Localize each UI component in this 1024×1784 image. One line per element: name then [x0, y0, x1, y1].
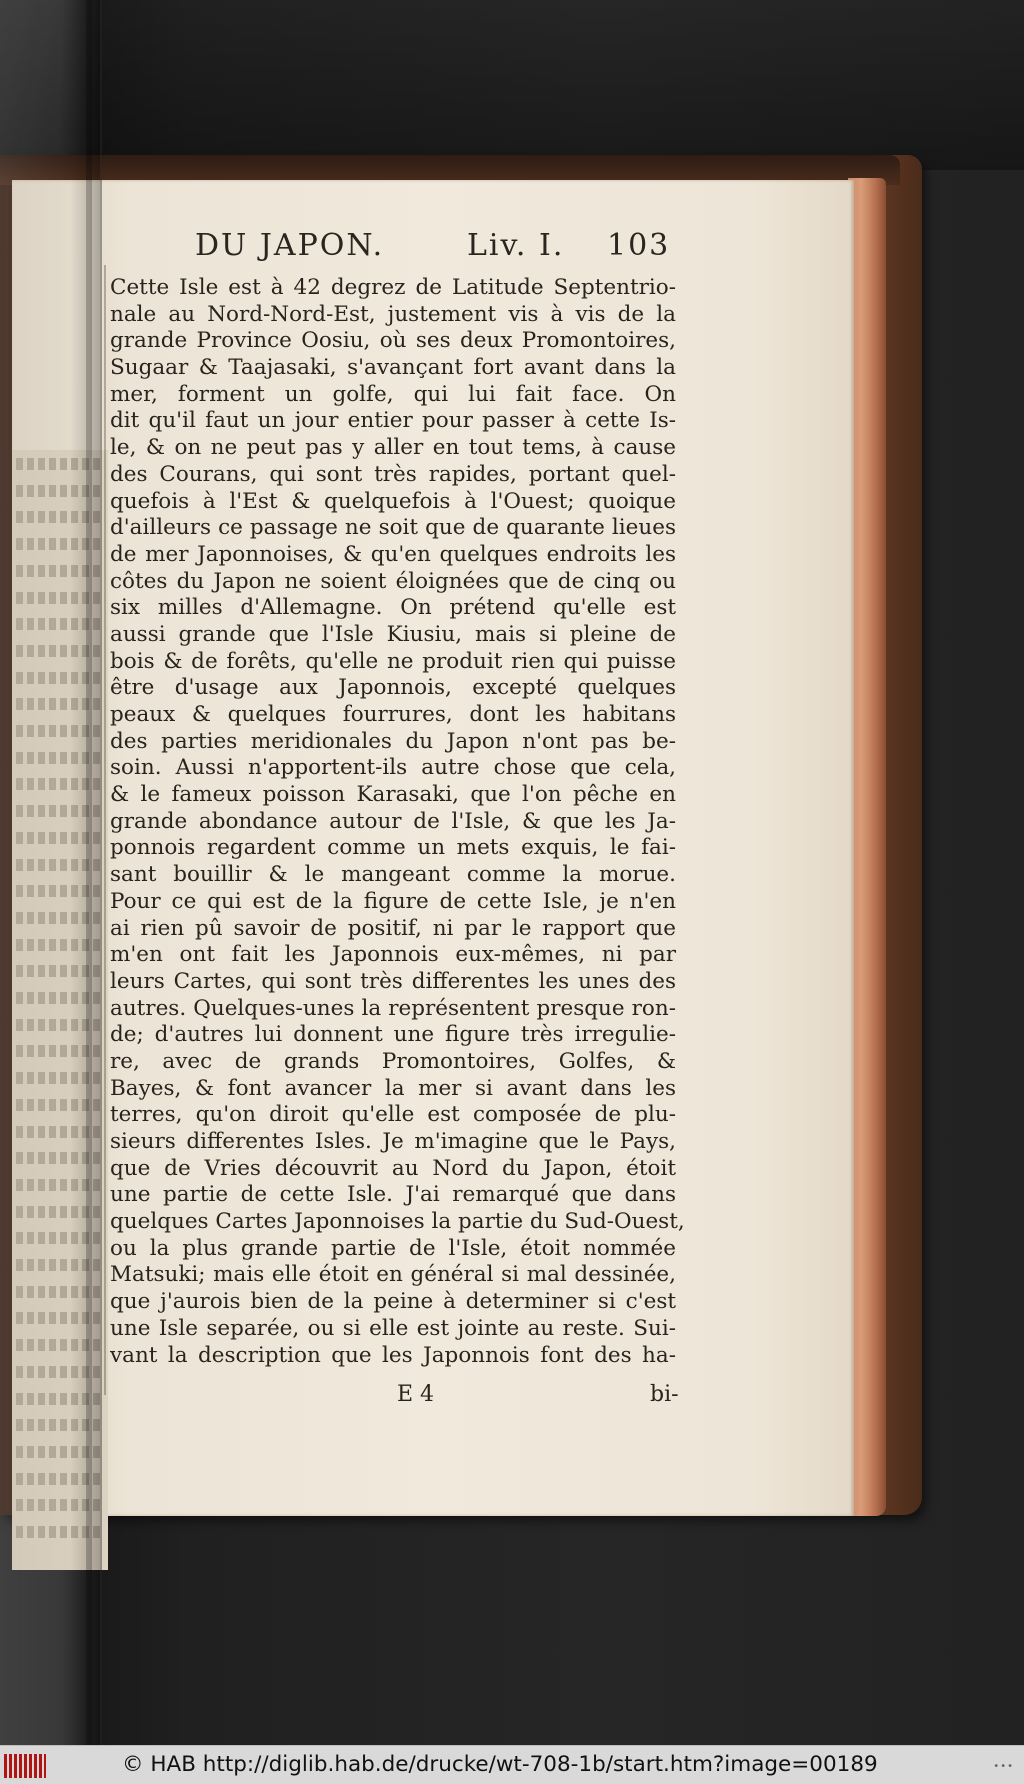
- text-line: sant bouillir & le mangeant comme la morue.: [110, 862, 676, 888]
- text-line: de mer Japonnoises, & qu'en quelques endroits les: [110, 541, 676, 567]
- dots-icon[interactable]: •••: [993, 1761, 1014, 1772]
- text-line: ai rien pû savoir de positif, ni par le rapport que: [110, 915, 676, 941]
- text-line: quelques Cartes Japonnoises la partie du Sud-Ouest,: [110, 1209, 685, 1235]
- signature-mark: E 4: [397, 1382, 435, 1407]
- running-head-title: DU JAPON.: [195, 228, 385, 263]
- running-head: [195, 228, 671, 268]
- text-line: peaux & quelques fourrures, dont les habitans: [110, 702, 676, 727]
- text-line: une Isle separée, ou si elle est jointe au reste. Sui-: [110, 1315, 676, 1341]
- text-line: dit qu'il faut un jour entier pour passer à cette Is-: [110, 408, 676, 434]
- text-line: côtes du Japon ne soient éloignées que de cinq ou: [110, 568, 676, 594]
- text-line: m'en ont fait les Japonnois eux-mêmes, ni par: [110, 942, 676, 968]
- text-line: & le fameux poisson Karasaki, que l'on pêche en: [110, 782, 676, 808]
- text-line: sieurs differentes Isles. Je m'imagine que le Pays,: [110, 1129, 676, 1154]
- text-line: grande Province Oosiu, où ses deux Promontoires,: [110, 328, 676, 354]
- body-text: [110, 275, 685, 1369]
- text-line: mer, forment un golfe, qui lui fait face. On: [110, 381, 676, 407]
- page-clamp-edge: [86, 0, 92, 1745]
- text-line: des parties meridionales du Japon n'ont pas be-: [110, 728, 676, 754]
- text-line: le, & on ne peut pas y aller en tout tems, à cause: [110, 435, 676, 461]
- gutter-rule: [104, 265, 106, 1395]
- hab-barcode-logo-icon: [4, 1754, 46, 1778]
- text-line: être d'usage aux Japonnois, excepté quelques: [110, 675, 676, 701]
- backdrop-shadow: [0, 0, 1024, 170]
- text-line: aussi grande que l'Isle Kiusiu, mais si pleine de: [110, 621, 676, 647]
- text-line: Matsuki; mais elle étoit en général si mal dessinée,: [110, 1262, 676, 1288]
- text-line: Bayes, & font avancer la mer si avant dans les: [110, 1075, 676, 1101]
- text-line: grande abondance autour de l'Isle, & que les Ja-: [110, 808, 676, 834]
- text-line: re, avec de grands Promontoires, Golfes, &: [110, 1048, 676, 1074]
- text-line: que de Vries découvrit au Nord du Japon, étoit: [110, 1155, 676, 1181]
- text-line: ou la plus grande partie de l'Isle, étoit nommée: [110, 1235, 676, 1261]
- text-line: terres, qu'on diroit qu'elle est composée de plu-: [110, 1102, 676, 1128]
- footer-bar: [0, 1745, 1024, 1784]
- text-line: soin. Aussi n'apportent-ils autre chose que cela,: [110, 755, 676, 781]
- text-line: ponnois regardent comme un mets exquis, le fai-: [110, 835, 676, 861]
- text-line: Cette Isle est à 42 degrez de Latitude Septentrio-: [110, 275, 676, 300]
- text-line: Sugaar & Taajasaki, s'avançant fort avant dans la: [110, 355, 676, 381]
- text-line: Pour ce qui est de la figure de cette Isle, je n'en: [110, 888, 676, 914]
- text-line: vant la description que les Japonnois font des ha-: [110, 1342, 676, 1368]
- text-line: que j'aurois bien de la peine à determiner si c'est: [110, 1289, 676, 1315]
- text-line: d'ailleurs ce passage ne soit que de quarante lieues: [110, 515, 676, 541]
- text-line: quefois à l'Est & quelquefois à l'Ouest; quoique: [110, 488, 676, 514]
- running-head-book: Liv. I.: [467, 228, 565, 263]
- text-line: une partie de cette Isle. J'ai remarqué que dans: [110, 1182, 676, 1208]
- text-line: de; d'autres lui donnent une figure très irregulie-: [110, 1022, 676, 1048]
- text-line: autres. Quelques-unes la représentent presque ron-: [110, 995, 676, 1021]
- text-line: nale au Nord-Nord-Est, justement vis à vis de la: [110, 301, 676, 327]
- text-line: leurs Cartes, qui sont très differentes les unes des: [110, 968, 676, 994]
- catchword: bi-: [650, 1382, 679, 1407]
- text-line: bois & de forêts, qu'elle ne produit rien qui puisse: [110, 648, 676, 674]
- text-line: des Courans, qui sont très rapides, portant quel-: [110, 461, 676, 487]
- page-number: 103: [607, 228, 671, 263]
- footer-source-link[interactable]: © HAB http://diglib.hab.de/drucke/wt-708-1b/start.htm?image=00189: [122, 1752, 878, 1777]
- text-line: six milles d'Allemagne. On prétend qu'elle est: [110, 595, 676, 621]
